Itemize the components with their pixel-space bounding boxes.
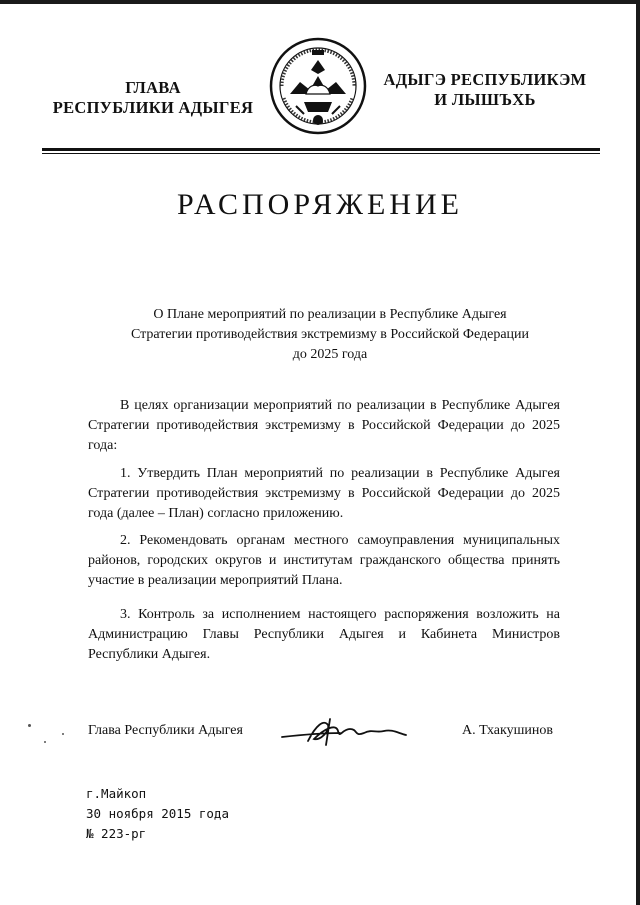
scan-speck — [28, 724, 31, 727]
signatory-name: А. Тхакушинов — [462, 723, 553, 738]
header-rule-thick — [42, 148, 600, 151]
issuer-russian-line2: РЕСПУБЛИКИ АДЫГЕЯ — [52, 98, 254, 117]
clause-2-paragraph: 2. Рекомендовать органам местного самоуправления муниципальных районов, городских округов и институтам гражданского общества принять участие в реализации мероприятий Плана. — [88, 533, 560, 588]
clause-3-paragraph: 3. Контроль за исполнением настоящего распоряжения возложить на Администрацию Главы Республики Адыгея и Кабинета Министров Республики Адыгея. — [88, 607, 560, 662]
header-rule-thin — [42, 153, 600, 154]
coat-of-arms-icon — [268, 36, 368, 136]
clause-1-paragraph: 1. Утвердить План мероприятий по реализации в Республике Адыгея Стратегии противодействия экстремизму в Российской Федерации до 2025 года (далее – План) согласно приложению. — [88, 466, 560, 521]
issuer-adyghe-line1: АДЫГЭ РЕСПУБЛИКЭМ — [383, 70, 587, 89]
document-title: РАСПОРЯЖЕНИЕ — [176, 188, 464, 221]
preamble-paragraph: В целях организации мероприятий по реализации в Республике Адыгея Стратегии противодействия экстремизму в Российской Федерации до 2025 года: — [88, 398, 560, 453]
order-number: № 223-рг — [86, 826, 147, 841]
scan-speck — [62, 733, 64, 735]
subject-line: до 2025 года — [292, 347, 368, 362]
scan-speck — [44, 741, 46, 743]
issue-place: г.Майкоп — [86, 786, 147, 801]
issue-date: 30 ноября 2015 года — [86, 806, 229, 821]
scan-edge-top — [0, 0, 640, 4]
issuer-adyghe-line2: И ЛЫШЪХЬ — [434, 90, 536, 109]
issuer-russian-line1: ГЛАВА — [125, 78, 181, 97]
issuer-russian — [48, 78, 258, 118]
signatory-position: Глава Республики Адыгея — [88, 723, 243, 738]
handwritten-signature — [280, 715, 410, 747]
scan-edge-right — [636, 0, 640, 905]
document-subject — [110, 305, 550, 365]
issuer-adyghe — [380, 70, 590, 110]
subject-line: О Плане мероприятий по реализации в Республике Адыгея — [153, 307, 507, 322]
subject-line: Стратегии противодействия экстремизму в Российской Федерации — [130, 327, 530, 342]
